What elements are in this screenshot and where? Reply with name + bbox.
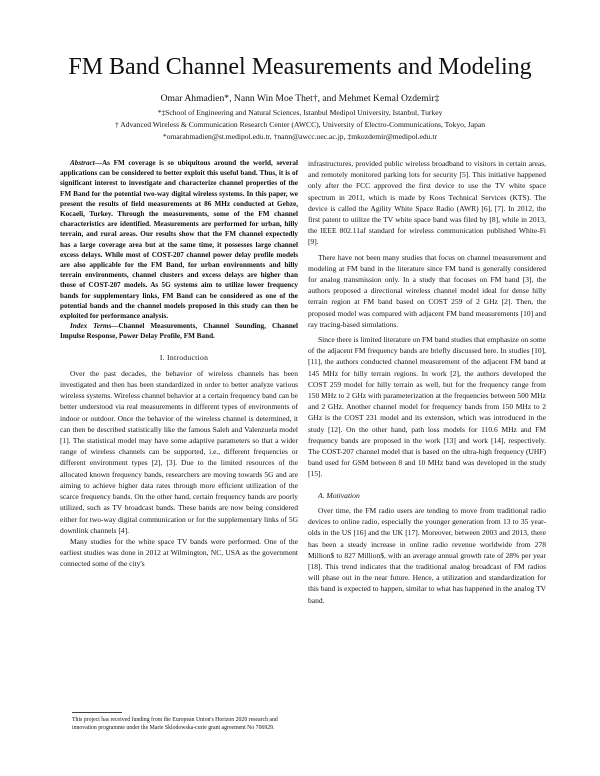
intro-paragraph: Over the past decades, the behavior of wireless channels has been investigated and then has been standardized in order to better analyze various wireless systems. Wireless channel behavior at a certain frequency band can be better understood via real measurements in different types of environments of indoor or outdoor. Once the behavior of the wireless channel is determined, it can then be described statistically like the famous Saleh and Valenzuela model [1]. The statistical model may have some adaptive parameters so that a wider range of wireless channels can be supported, i.e., different frequencies or different environment types [2], [3]. Due to the limited resources of the allocated known frequency bands, researchers are moving towards 5G and are aiming to achieve higher data rates through more efficient utilization of the scarce frequency bands. On the other hand, certain frequency bands are poorly utilized, such as TV broadcast bands. These bands are now being considered either for two-way digital communication or for the supplementary links of 5G downlink channels [4].	[60, 368, 298, 535]
abstract	[60, 158, 298, 321]
section-heading-introduction: I. Introduction	[159, 352, 209, 362]
body-paragraph: Since there is limited literature on FM band studies that emphasize on some of the adjacent FM frequency bands are briefly discussed here. In studies [10], [11], the authors conducted channel measurement of the adjacent FM band at 145 MHz for hilly terrain regions. In work [2], the authors developed the COST 259 model for hilly terrain as well, but for the frequency range from 150 MHz to 2 GHz with parameterization at the frequencies between 500 MHz and 2 GHz. Another channel model for frequency bands from 150 MHz to 2 GHz is the COST 231 model and its extension, which was introduced in the study [12]. On the other hand, path loss models for 110.6 MHz and FM frequency bands are proposed in the work [13] and work [14], respectively. The COST-207 channel model that is based on the ultra-high frequency (UHF) band used for GSM between 8 and 10 MHz band was developed in the study [15].	[308, 335, 546, 479]
abstract-lead: Abstract	[70, 159, 95, 167]
funding-footnote: This project has received funding from the European Union's Horizon 2020 research and innovation programme under the Marie Sklodowska-curie grant agreement No 706929.	[72, 717, 278, 732]
index-terms	[60, 321, 298, 341]
left-column	[60, 158, 298, 570]
subsection-heading-motivation: A. Motivation	[318, 490, 360, 500]
body-paragraph: infrastructures, provided public wireless broadband to visitors in certain areas, and remotely monitored parking lots for security [5]. This initiative happened only after the FCC approved the first device to use the TV white space spectrum in 2011, which is made by Koos Technical Services (KTS). The device is called the Agility White Space Radio (AWR) [6], [7]. In 2012, the first patent to utilize the TV white space band was filed by [8], while in 2013, the IEEE 802.11af standard for wireless communication published White-Fi [9].	[308, 159, 546, 247]
index-terms-text: —Channel Measurements, Channel Sounding, Channel Impulse Response, Power Delay Profile, FM Band.	[60, 322, 298, 341]
author-list: Omar Ahmadien*, Nann Win Moe Thet†, and Mehmet Kemal Ozdemir‡	[160, 93, 440, 104]
paper-title: FM Band Channel Measurements and Modeling	[68, 54, 532, 80]
index-terms-lead: Index Terms	[70, 322, 112, 331]
abstract-text: —As FM coverage is so ubiquitous around the world, several applications can be considered to better exploit this useful band. Thus, it is of significant interest to investigate and characterize channel properties of the FM Band for the potential two-way digital wireless systems. In this paper, we present the results of field measurements at 86 MHz conducted at Gebze, Kocaeli, Turkey. Through the measurements, some of the FM channel characteristics are identified. Measurements are performed for urban, hilly terrain, and rural areas. Our results show that the FM channel expectedly has a large coverage area but at the same time, it possesses large channel excess delays. While most of COST-207 channel power delay profile models are also applicable for the FM Band, for urban environments and hilly terrain environments, channel clusters and excess delays are higher than those of COST-207 models. As 5G systems aim to utilize lower frequency bands for supplementary links, FM Band can be considered as one of the potential bands and the channel models proposed in this study can then be exploited for performance analysis.	[60, 159, 298, 321]
intro-paragraph: Many studies for the white space TV bands were performed. One of the earliest studies was done in 2012 at Wilmington, NC, USA as the government connected some of the city's	[60, 536, 298, 569]
right-column	[308, 158, 546, 606]
author-emails: *omarahmadien@st.medipol.edu.tr, †nann@awcc.uec.ac.jp, ‡mkozdemir@medipol.edu.tr	[162, 132, 438, 141]
body-paragraph: There have not been many studies that focus on channel measurement and modeling at FM band in the literature since FM band is generally considered for analog transmission only. In a study that focuses on FM band [3], the authors proposed a directional wireless channel model ideal for dense hilly terrain region at FM band based on COST 259 of 2 GHz [2]. Then, the proposed model was compared with adjacent FM band measurements [10] and ray tracing-based simulations.	[308, 252, 546, 329]
affiliation-2: † Advanced Wireless & Communication Research Center (AWCC), University of Electro-Communications, Tokyo, Japan	[114, 120, 486, 129]
footnote-rule	[72, 712, 122, 713]
affiliation-1: *‡School of Engineering and Natural Sciences, Istanbul Medipol University, Istanbul, Turkey	[157, 108, 443, 117]
motivation-paragraph: Over time, the FM radio users are tending to move from traditional radio devices to online radio, especially the younger generation from 13 to 35 year-olds in the US [16] and the UK [17]. Moreover, between 2003 and 2013, there has been a steady increase in online radio revenue worldwide from 278 Million$ to 827 Million$, with an average annual growth rate of 28% per year [18]. This trend indicates that the traditional analog broadcast of FM radios will phase out in the near future. Hence, a utilization and standardization for this band is expected to happen, similar to what has happened in the analog TV band.	[308, 505, 546, 605]
